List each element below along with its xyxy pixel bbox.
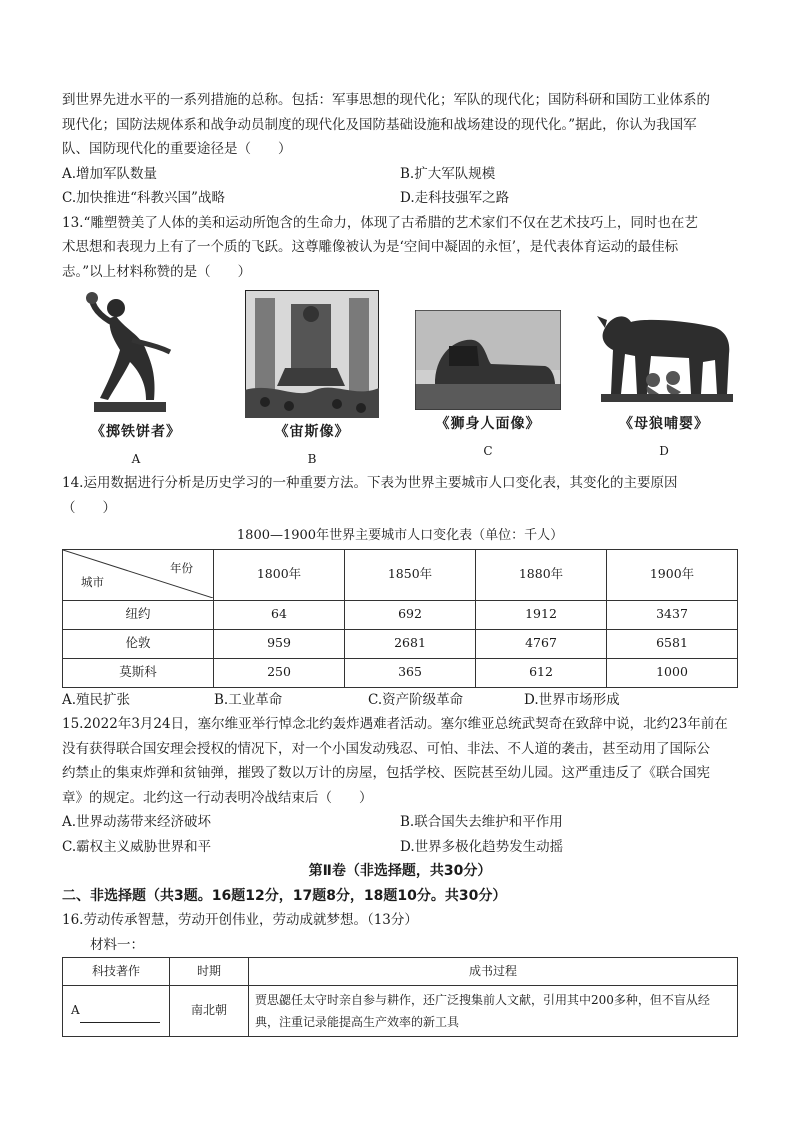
header-city-label: 城市 <box>81 575 104 589</box>
q16-text-line: 16.劳动传承智慧，劳动开创伟业，劳动成就梦想。（13分） <box>62 912 418 928</box>
q14-option-d: D.世界市场形成 <box>524 691 620 708</box>
question-16 <box>62 908 738 1037</box>
year-header: 1800年 <box>214 549 345 600</box>
q15-text-line: 没有获得联合国安理会授权的情况下，对一个小国发动残忍、可怕、非法、不人道的袭击，甚至动用了国际公 <box>62 740 710 757</box>
q14-option-b: B.工业革命 <box>214 691 283 708</box>
city-cell: 纽约 <box>63 600 214 629</box>
q13-text-line: 13.“雕塑赞美了人体的美和运动所饱含的生命力，体现了古希腊的艺术家们不仅在艺术技巧上，同时也在艺 <box>62 214 698 231</box>
question-15 <box>62 712 738 859</box>
figure-letter: A <box>131 451 141 466</box>
value-cell: 692 <box>345 600 476 629</box>
value-cell: 250 <box>214 658 345 687</box>
table-row <box>63 658 738 687</box>
figure-sphinx <box>414 290 562 471</box>
q14-text-line: 14.运用数据进行分析是历史学习的一种重要方法。下表为世界主要城市人口变化表，其变化的主要原因 <box>62 475 678 491</box>
tech-works-table <box>62 957 738 1037</box>
header-cell: 科技著作 <box>63 958 170 986</box>
question-12 <box>62 88 738 211</box>
process-cell: 贾思勰任太守时亲自参与耕作，还广泛搜集前人文献，引用其中200多种，但不盲从经典，注重记录能提高生产效率的新工具 <box>249 985 738 1036</box>
question-14 <box>62 471 738 712</box>
q12-text-line: 到世界先进水平的一系列措施的总称。包括：军事思想的现代化；军队的现代化；国防科研和国防工业体系的 <box>62 92 710 108</box>
table-header-row <box>63 958 738 986</box>
q12-option-c: C.加快推进“科教兴国”战略 <box>62 190 225 206</box>
value-cell: 3437 <box>607 600 738 629</box>
value-cell: 1000 <box>607 658 738 687</box>
q13-text-line: 术思想和表现力上有了一个质的飞跃。这尊雕像被认为是‘空间中凝固的永恒’，是代表体育运动的最佳标 <box>62 239 679 255</box>
figure-capitoline-wolf <box>590 290 738 471</box>
q12-text-line: 队、国防现代化的重要途径是（ ） <box>62 141 292 157</box>
q13-text-line: 志。”以上材料称赞的是（ ） <box>62 263 252 280</box>
q12-options-row <box>62 162 738 187</box>
she-wolf-image <box>591 298 737 410</box>
answer-blank-cell <box>63 985 170 1036</box>
table-row <box>63 600 738 629</box>
year-header: 1880年 <box>476 549 607 600</box>
q15-option-c: C.霸权主义威胁世界和平 <box>62 838 212 855</box>
figure-letter: C <box>483 443 493 458</box>
q12-options-row <box>62 186 738 211</box>
q15-options-row <box>62 810 738 835</box>
header-cell: 时期 <box>170 958 249 986</box>
q14-options-row <box>62 688 738 713</box>
value-cell: 4767 <box>476 629 607 658</box>
value-cell: 959 <box>214 629 345 658</box>
year-header: 1850年 <box>345 549 476 600</box>
q14-text-line: （ ） <box>62 499 116 516</box>
value-cell: 365 <box>345 658 476 687</box>
figure-caption: 《狮身人面像》 <box>435 416 541 432</box>
material-label: 材料一： <box>90 936 144 953</box>
city-cell: 伦敦 <box>63 629 214 658</box>
value-cell: 64 <box>214 600 345 629</box>
exam-page <box>62 88 738 1037</box>
period-cell: 南北朝 <box>170 985 249 1036</box>
value-cell: 1912 <box>476 600 607 629</box>
section-heading: 二、非选择题（共3题。16题12分，17题8分，18题10分。共30分） <box>62 887 507 904</box>
population-table-title: 1800—1900年世界主要城市人口变化表（单位：千人） <box>236 528 564 543</box>
table-row <box>63 629 738 658</box>
diagonal-header-cell <box>63 549 214 600</box>
q15-option-d: D.世界多极化趋势发生动摇 <box>400 838 564 855</box>
question-13 <box>62 211 738 472</box>
discus-thrower-image <box>86 290 186 418</box>
q14-option-c: C.资产阶级革命 <box>368 691 464 708</box>
city-cell: 莫斯科 <box>63 658 214 687</box>
q15-text-line: 约禁止的集束炸弹和贫铀弹，摧毁了数以万计的房屋，包括学校、医院甚至幼儿园。这严重违反了《联合国宪 <box>62 765 710 781</box>
figure-letter: D <box>659 443 669 458</box>
year-header: 1900年 <box>607 549 738 600</box>
figure-caption: 《宙斯像》 <box>274 424 350 440</box>
q12-option-d: D.走科技强军之路 <box>400 190 510 206</box>
answer-blank[interactable] <box>80 1008 160 1023</box>
figure-discobolus <box>62 290 210 471</box>
value-cell: 2681 <box>345 629 476 658</box>
figure-zeus <box>238 290 386 471</box>
header-year-label: 年份 <box>170 560 193 575</box>
figure-caption: 《掷铁饼者》 <box>91 424 181 440</box>
q13-figures <box>62 290 738 471</box>
sphinx-image <box>415 310 561 410</box>
q12-option-a: A.增加军队数量 <box>62 165 158 182</box>
value-cell: 6581 <box>607 629 738 658</box>
blank-label: A <box>71 1003 80 1018</box>
q15-options-row <box>62 835 738 860</box>
zeus-statue-image <box>245 290 379 418</box>
figure-caption: 《母狼哺婴》 <box>619 416 709 432</box>
value-cell: 612 <box>476 658 607 687</box>
q15-option-a: A.世界动荡带来经济破坏 <box>62 814 212 830</box>
q15-text-line: 章》的规定。北约这一行动表明冷战结束后（ ） <box>62 789 373 806</box>
figure-letter: B <box>307 451 317 466</box>
q15-option-b: B.联合国失去维护和平作用 <box>400 814 563 830</box>
population-table <box>62 549 738 688</box>
table-header-row <box>63 549 738 600</box>
header-cell: 成书过程 <box>249 958 738 986</box>
q12-option-b: B.扩大军队规模 <box>400 165 496 182</box>
part-two-title: 第Ⅱ卷（非选择题，共30分） <box>308 863 492 879</box>
table-row <box>63 985 738 1036</box>
q15-text-line: 15.2022年3月24日，塞尔维亚举行悼念北约轰炸遇难者活动。塞尔维亚总统武契奇在致辞中说，北约23年前在 <box>62 716 728 732</box>
q14-option-a: A.殖民扩张 <box>62 691 131 708</box>
q12-text-line: 现代化；国防法规体系和战争动员制度的现代化及国防基础设施和战场建设的现代化。”据此，你认为我国军 <box>62 116 697 133</box>
